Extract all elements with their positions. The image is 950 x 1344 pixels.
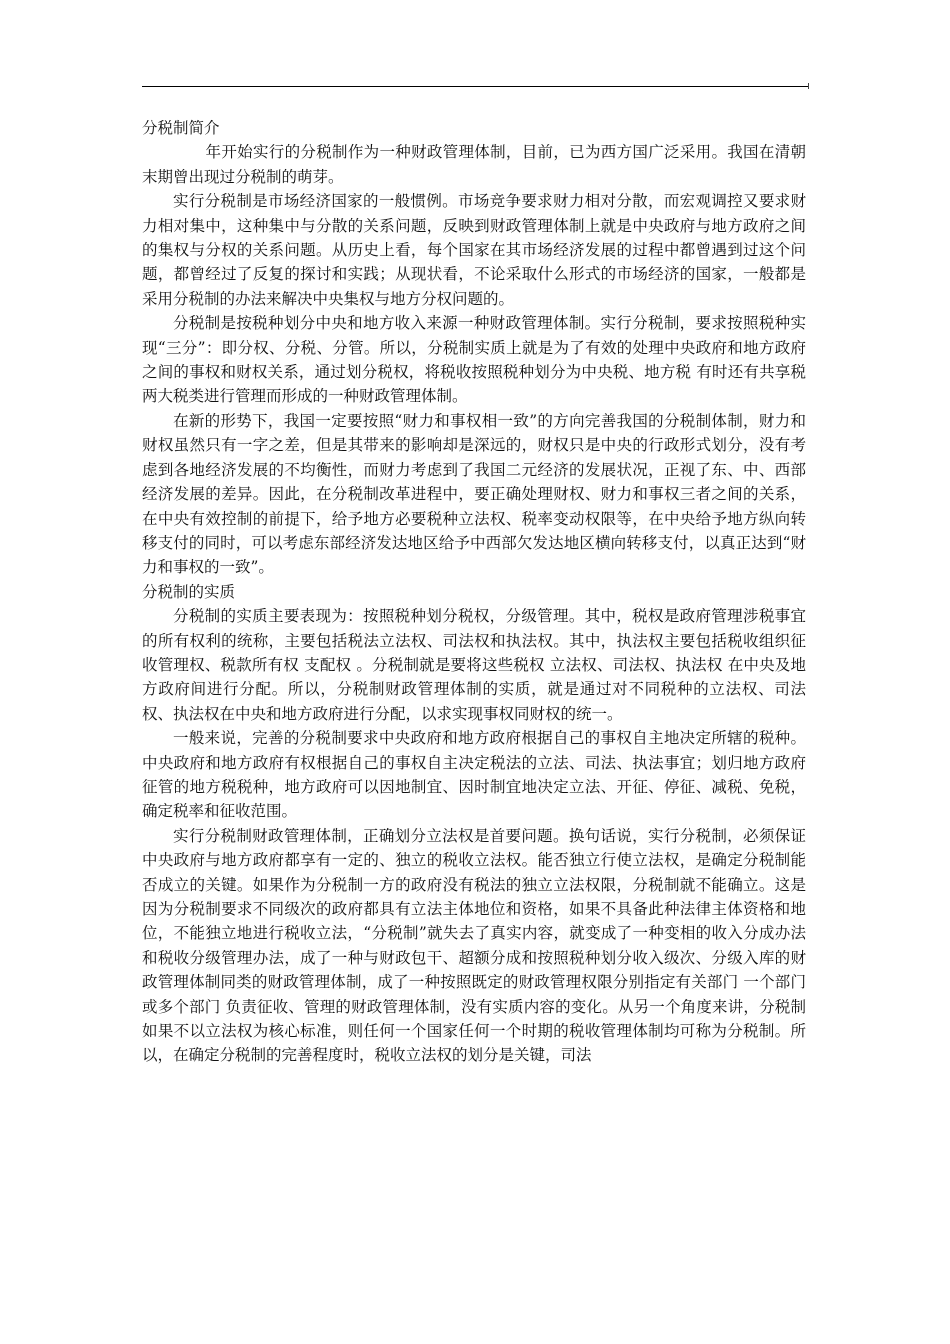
header-rule xyxy=(142,86,808,87)
paragraph: 在新的形势下，我国一定要按照“财力和事权相一致”的方向完善我国的分税制体制，财力和财权虽然只有一字之差，但是其带来的影响却是深远的，财权只是中央的行政形式划分，没有考虑到各地经济发展的不均衡性，而财力考虑到了我国二元经济的发展状况，正视了东、中、西部经济发展的差异。因此，在分税制改革进程中，要正确处理财权、财力和事权三者之间的关系，在中央有效控制的前提下，给予地方必要税种立法权、税率变动权限等，在中央给予地方纵向转移支付的同时，可以考虑东部经济发达地区给予中西部欠发达地区横向转移支付，以真正达到“财力和事权的一致”。 xyxy=(142,411,806,577)
section-heading-essence: 分税制的实质 xyxy=(142,582,236,601)
paragraph: 分税制的实质主要表现为：按照税种划分税权，分级管理。其中，税权是政府管理涉税事宜的所有权利的统称，主要包括税法立法权、司法权和执法权。其中，执法权主要包括税收组织征收管理权、税款所有权 支配权 。分税制就是要将这些税权 立法权、司法权、执法权 在中央及地方政府间进行分配。所以，分税制财政管理体制的实质，就是通过对不同税种的立法权、司法权、执法权在中央和地方政府进行分配，以求实现事权同财权的统一。 xyxy=(142,607,806,723)
paragraph: 分税制是按税种划分中央和地方收入来源一种财政管理体制。实行分税制，要求按照税种实现“三分”：即分权、分税、分管。所以，分税制实质上就是为了有效的处理中央政府和地方政府之间的事权和财权关系，通过划分税权，将税收按照税种划分为中央税、地方税 有时还有共享税 两大税类进行管理而形成的一种财政管理体制。 xyxy=(142,314,806,406)
paragraph: 实行分税制财政管理体制，正确划分立法权是首要问题。换句话说，实行分税制，必须保证中央政府与地方政府都享有一定的、独立的税收立法权。能否独立行使立法权，是确定分税制能否成立的关键。如果作为分税制一方的政府没有税法的独立立法权限，分税制就不能确立。这是因为分税制要求不同级次的政府都具有立法主体地位和资格，如果不具备此种法律主体资格和地位，不能独立地进行税收立法，“分税制”就失去了真实内容，就变成了一种变相的收入分成办法和税收分级管理办法，成了一种与财政包干、超额分成和按照税种划分收入级次、分级入库的财政管理体制同类的财政管理体制，成了一种按照既定的财政管理权限分别指定有关部门 一个部门或多个部门 负责征收、管理的财政管理体制，没有实质内容的变化。从另一个角度来讲，分税制如果不以立法权为核心标准，则任何一个国家任何一个时期的税收管理体制均可称为分税制。所以，在确定分税制的完善程度时，税收立法权的划分是关键，司法 xyxy=(142,826,806,1065)
paragraph: 实行分税制是市场经济国家的一般惯例。市场竞争要求财力相对分散，而宏观调控又要求财力相对集中，这种集中与分散的关系问题，反映到财政管理体制上就是中央政府与地方政府之间的集权与分权的关系问题。从历史上看，每个国家在其市场经济发展的过程中都曾遇到过这个问题，都曾经过了反复的探讨和实践；从现状看，不论采取什么形式的市场经济的国家，一般都是采用分税制的办法来解决中央集权与地方分权问题的。 xyxy=(142,192,806,308)
document-body xyxy=(142,116,806,1068)
header-tick xyxy=(808,83,809,89)
paragraph: 一般来说，完善的分税制要求中央政府和地方政府根据自己的事权自主地决定所辖的税种。中央政府和地方政府有权根据自己的事权自主决定税法的立法、司法、执法事宜；划归地方政府征管的地方税税种，地方政府可以因地制宜、因时制宜地决定立法、开征、停征、减税、免税，确定税率和征收范围。 xyxy=(142,729,806,821)
paragraph: 年开始实行的分税制作为一种财政管理体制，目前，已为西方国广泛采用。我国在清朝末期曾出现过分税制的萌芽。 xyxy=(142,143,806,186)
section-heading-intro: 分税制简介 xyxy=(142,119,220,137)
